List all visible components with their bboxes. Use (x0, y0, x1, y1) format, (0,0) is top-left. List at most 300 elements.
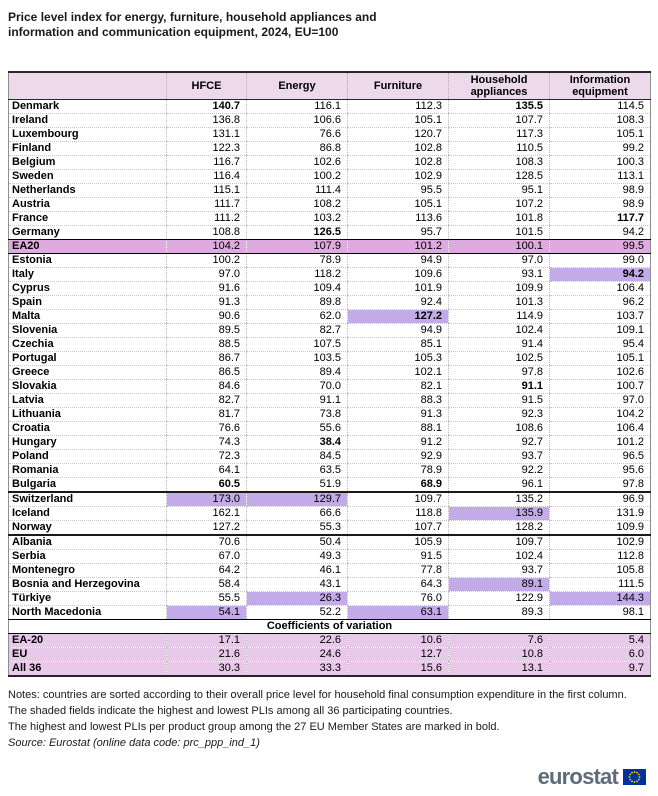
table-body-cov (9, 634, 651, 677)
pli-value-cell: 112.8 (550, 550, 651, 564)
pli-value-cell: 91.1 (247, 394, 348, 408)
table-row (9, 254, 651, 268)
row-label: EA20 (9, 240, 167, 254)
header-information-equipment: Information equipment (550, 72, 651, 100)
pli-value-cell: 91.1 (449, 380, 550, 394)
table-row (9, 268, 651, 282)
pli-value-cell: 99.0 (550, 254, 651, 268)
pli-value-cell: 46.1 (247, 564, 348, 578)
table-row (9, 198, 651, 212)
pli-value-cell: 100.3 (550, 156, 651, 170)
pli-value-cell: 95.4 (550, 338, 651, 352)
pli-value-cell: 108.8 (167, 226, 247, 240)
table-row (9, 535, 651, 550)
table-row (9, 408, 651, 422)
table-row (9, 464, 651, 478)
pli-value-cell: 101.2 (550, 436, 651, 450)
pli-value-cell: 91.5 (348, 550, 449, 564)
pli-value-cell: 97.8 (449, 366, 550, 380)
pli-value-cell: 86.5 (167, 366, 247, 380)
note-line-3: The highest and lowest PLIs per product group among the 27 EU Member States are marked in bold. (8, 721, 500, 733)
pli-value-cell: 131.9 (550, 507, 651, 521)
pli-value-cell: 60.5 (167, 478, 247, 493)
table-row (9, 394, 651, 408)
pli-value-cell: 76.0 (348, 592, 449, 606)
pli-value-cell: 84.6 (167, 380, 247, 394)
pli-value-cell: 91.6 (167, 282, 247, 296)
pli-value-cell: 102.8 (348, 156, 449, 170)
table-row (9, 156, 651, 170)
pli-value-cell: 55.3 (247, 521, 348, 536)
row-label: EU (9, 648, 167, 662)
table-row (9, 478, 651, 493)
pli-value-cell: 109.9 (550, 521, 651, 536)
pli-value-cell: 81.7 (167, 408, 247, 422)
pli-value-cell: 105.1 (550, 128, 651, 142)
pli-value-cell: 89.4 (247, 366, 348, 380)
pli-value-cell: 92.2 (449, 464, 550, 478)
pli-value-cell: 105.8 (550, 564, 651, 578)
table-row (9, 128, 651, 142)
table-row (9, 352, 651, 366)
pli-value-cell: 127.2 (348, 310, 449, 324)
pli-value-cell: 92.9 (348, 450, 449, 464)
row-label: Spain (9, 296, 167, 310)
row-label: Estonia (9, 254, 167, 268)
row-label: Montenegro (9, 564, 167, 578)
pli-value-cell: 13.1 (449, 662, 550, 677)
table-row (9, 240, 651, 254)
table-row (9, 338, 651, 352)
pli-value-cell: 68.9 (348, 478, 449, 493)
pli-value-cell: 135.5 (449, 100, 550, 114)
row-label: Slovakia (9, 380, 167, 394)
pli-value-cell: 100.2 (247, 170, 348, 184)
eurostat-logo (538, 766, 646, 788)
pli-value-cell: 89.5 (167, 324, 247, 338)
pli-value-cell: 96.2 (550, 296, 651, 310)
pli-value-cell: 92.3 (449, 408, 550, 422)
pli-value-cell: 10.8 (449, 648, 550, 662)
pli-value-cell: 38.4 (247, 436, 348, 450)
pli-value-cell: 102.4 (449, 550, 550, 564)
pli-value-cell: 82.7 (167, 394, 247, 408)
pli-value-cell: 105.1 (348, 114, 449, 128)
pli-value-cell: 110.5 (449, 142, 550, 156)
pli-value-cell: 107.2 (449, 198, 550, 212)
figure-title (8, 10, 650, 40)
note-line-1: Notes: countries are sorted according to their overall price level for household final consumption expenditure in the first column. (8, 689, 627, 701)
note-line-2: The shaded fields indicate the highest and lowest PLIs among all 36 participating countries. (8, 705, 453, 717)
table-row (9, 592, 651, 606)
pli-value-cell: 9.7 (550, 662, 651, 677)
pli-value-cell: 72.3 (167, 450, 247, 464)
pli-value-cell: 113.1 (550, 170, 651, 184)
pli-value-cell: 96.9 (550, 492, 651, 507)
table-row (9, 634, 651, 648)
price-level-index-table (8, 71, 651, 677)
pli-value-cell: 118.8 (348, 507, 449, 521)
pli-value-cell: 93.1 (449, 268, 550, 282)
pli-value-cell: 92.4 (348, 296, 449, 310)
pli-value-cell: 93.7 (449, 450, 550, 464)
row-label: France (9, 212, 167, 226)
pli-value-cell: 99.2 (550, 142, 651, 156)
table-row (9, 310, 651, 324)
pli-value-cell: 98.1 (550, 606, 651, 620)
pli-value-cell: 54.1 (167, 606, 247, 620)
row-label: Bosnia and Herzegovina (9, 578, 167, 592)
pli-value-cell: 21.6 (167, 648, 247, 662)
pli-value-cell: 89.1 (449, 578, 550, 592)
pli-value-cell: 94.2 (550, 268, 651, 282)
eurostat-logo-text: eurostat (537, 764, 618, 789)
table-row (9, 226, 651, 240)
pli-value-cell: 105.1 (348, 198, 449, 212)
pli-value-cell: 55.6 (247, 422, 348, 436)
pli-value-cell: 6.0 (550, 648, 651, 662)
table-row (9, 142, 651, 156)
pli-value-cell: 33.3 (247, 662, 348, 677)
pli-value-cell: 88.1 (348, 422, 449, 436)
table-body-countries (9, 100, 651, 620)
pli-value-cell: 51.9 (247, 478, 348, 493)
table-header (9, 72, 651, 100)
pli-value-cell: 15.6 (348, 662, 449, 677)
table-row (9, 324, 651, 338)
pli-value-cell: 173.0 (167, 492, 247, 507)
pli-value-cell: 76.6 (167, 422, 247, 436)
table-row (9, 450, 651, 464)
pli-value-cell: 82.7 (247, 324, 348, 338)
pli-value-cell: 111.4 (247, 184, 348, 198)
pli-value-cell: 108.6 (449, 422, 550, 436)
pli-value-cell: 104.2 (167, 240, 247, 254)
table-row (9, 550, 651, 564)
table-row (9, 114, 651, 128)
pli-value-cell: 140.7 (167, 100, 247, 114)
row-label: North Macedonia (9, 606, 167, 620)
pli-value-cell: 116.4 (167, 170, 247, 184)
pli-value-cell: 89.3 (449, 606, 550, 620)
pli-value-cell: 109.7 (449, 535, 550, 550)
figure-title-line2: information and communication equipment, 2024, EU=100 (8, 25, 339, 39)
pli-value-cell: 98.9 (550, 198, 651, 212)
pli-value-cell: 88.3 (348, 394, 449, 408)
row-label: Finland (9, 142, 167, 156)
table-row (9, 296, 651, 310)
table-row (9, 492, 651, 507)
row-label: Netherlands (9, 184, 167, 198)
pli-value-cell: 102.5 (449, 352, 550, 366)
pli-value-cell: 93.7 (449, 564, 550, 578)
pli-value-cell: 12.7 (348, 648, 449, 662)
table-row (9, 648, 651, 662)
pli-value-cell: 108.3 (449, 156, 550, 170)
pli-value-cell: 102.9 (550, 535, 651, 550)
pli-value-cell: 107.7 (449, 114, 550, 128)
table-row (9, 606, 651, 620)
pli-value-cell: 63.5 (247, 464, 348, 478)
pli-value-cell: 7.6 (449, 634, 550, 648)
row-label: Portugal (9, 352, 167, 366)
pli-value-cell: 102.6 (247, 156, 348, 170)
pli-value-cell: 91.5 (449, 394, 550, 408)
pli-value-cell: 73.8 (247, 408, 348, 422)
header-country-blank (9, 72, 167, 100)
pli-value-cell: 86.7 (167, 352, 247, 366)
pli-value-cell: 30.3 (167, 662, 247, 677)
table-row (9, 380, 651, 394)
pli-value-cell: 97.0 (449, 254, 550, 268)
pli-value-cell: 89.8 (247, 296, 348, 310)
header-hfce: HFCE (167, 72, 247, 100)
pli-value-cell: 70.6 (167, 535, 247, 550)
pli-value-cell: 101.2 (348, 240, 449, 254)
pli-value-cell: 104.2 (550, 408, 651, 422)
pli-value-cell: 109.7 (348, 492, 449, 507)
pli-value-cell: 95.6 (550, 464, 651, 478)
table-row (9, 521, 651, 536)
pli-value-cell: 128.5 (449, 170, 550, 184)
row-label: Austria (9, 198, 167, 212)
pli-value-cell: 114.9 (449, 310, 550, 324)
pli-value-cell: 24.6 (247, 648, 348, 662)
pli-value-cell: 107.9 (247, 240, 348, 254)
table-row (9, 170, 651, 184)
pli-value-cell: 95.1 (449, 184, 550, 198)
row-label: Poland (9, 450, 167, 464)
pli-value-cell: 131.1 (167, 128, 247, 142)
pli-value-cell: 78.9 (247, 254, 348, 268)
pli-value-cell: 118.2 (247, 268, 348, 282)
pli-value-cell: 102.9 (348, 170, 449, 184)
pli-value-cell: 103.5 (247, 352, 348, 366)
pli-value-cell: 99.5 (550, 240, 651, 254)
pli-value-cell: 91.4 (449, 338, 550, 352)
row-label: Malta (9, 310, 167, 324)
row-label: Lithuania (9, 408, 167, 422)
header-row (9, 72, 651, 100)
pli-value-cell: 114.5 (550, 100, 651, 114)
pli-value-cell: 17.1 (167, 634, 247, 648)
pli-value-cell: 107.7 (348, 521, 449, 536)
table-row (9, 436, 651, 450)
pli-value-cell: 129.7 (247, 492, 348, 507)
row-label: Croatia (9, 422, 167, 436)
pli-value-cell: 162.1 (167, 507, 247, 521)
row-label: Bulgaria (9, 478, 167, 493)
row-label: Romania (9, 464, 167, 478)
pli-value-cell: 117.7 (550, 212, 651, 226)
pli-value-cell: 109.4 (247, 282, 348, 296)
pli-value-cell: 95.7 (348, 226, 449, 240)
pli-value-cell: 70.0 (247, 380, 348, 394)
pli-value-cell: 50.4 (247, 535, 348, 550)
row-label: Switzerland (9, 492, 167, 507)
pli-value-cell: 109.9 (449, 282, 550, 296)
pli-value-cell: 92.7 (449, 436, 550, 450)
source-line: Source: Eurostat (online data code: prc_ppp_ind_1) (8, 737, 260, 749)
pli-value-cell: 5.4 (550, 634, 651, 648)
row-label: Greece (9, 366, 167, 380)
pli-value-cell: 97.8 (550, 478, 651, 493)
pli-value-cell: 64.3 (348, 578, 449, 592)
pli-value-cell: 136.8 (167, 114, 247, 128)
table-row (9, 282, 651, 296)
pli-value-cell: 94.9 (348, 254, 449, 268)
pli-value-cell: 109.6 (348, 268, 449, 282)
pli-value-cell: 90.6 (167, 310, 247, 324)
row-label: Serbia (9, 550, 167, 564)
pli-value-cell: 91.3 (348, 408, 449, 422)
pli-value-cell: 96.5 (550, 450, 651, 464)
row-label: Ireland (9, 114, 167, 128)
row-label: All 36 (9, 662, 167, 677)
table-row (9, 422, 651, 436)
pli-value-cell: 97.0 (167, 268, 247, 282)
pli-value-cell: 109.1 (550, 324, 651, 338)
row-label: Hungary (9, 436, 167, 450)
pli-value-cell: 108.3 (550, 114, 651, 128)
pli-value-cell: 26.3 (247, 592, 348, 606)
pli-value-cell: 55.5 (167, 592, 247, 606)
pli-value-cell: 98.9 (550, 184, 651, 198)
pli-value-cell: 101.3 (449, 296, 550, 310)
row-label: Czechia (9, 338, 167, 352)
pli-value-cell: 106.6 (247, 114, 348, 128)
table-row (9, 100, 651, 114)
pli-value-cell: 112.3 (348, 100, 449, 114)
pli-value-cell: 78.9 (348, 464, 449, 478)
pli-value-cell: 91.2 (348, 436, 449, 450)
pli-value-cell: 106.4 (550, 422, 651, 436)
pli-value-cell: 84.5 (247, 450, 348, 464)
pli-value-cell: 94.9 (348, 324, 449, 338)
row-label: Luxembourg (9, 128, 167, 142)
row-label: Slovenia (9, 324, 167, 338)
row-label: Albania (9, 535, 167, 550)
notes-block (8, 687, 650, 751)
pli-value-cell: 101.5 (449, 226, 550, 240)
row-label: Türkiye (9, 592, 167, 606)
pli-value-cell: 77.8 (348, 564, 449, 578)
pli-value-cell: 67.0 (167, 550, 247, 564)
pli-value-cell: 66.6 (247, 507, 348, 521)
pli-value-cell: 52.2 (247, 606, 348, 620)
table-body-cov-header (9, 620, 651, 634)
row-label: Belgium (9, 156, 167, 170)
pli-value-cell: 122.9 (449, 592, 550, 606)
row-label: EA-20 (9, 634, 167, 648)
row-label: Iceland (9, 507, 167, 521)
pli-value-cell: 135.2 (449, 492, 550, 507)
header-furniture: Furniture (348, 72, 449, 100)
pli-value-cell: 101.8 (449, 212, 550, 226)
pli-value-cell: 95.5 (348, 184, 449, 198)
pli-value-cell: 64.1 (167, 464, 247, 478)
cov-section-label: Coefficients of variation (9, 620, 651, 634)
pli-value-cell: 86.8 (247, 142, 348, 156)
pli-value-cell: 43.1 (247, 578, 348, 592)
pli-value-cell: 113.6 (348, 212, 449, 226)
row-label: Norway (9, 521, 167, 536)
pli-value-cell: 49.3 (247, 550, 348, 564)
pli-value-cell: 76.6 (247, 128, 348, 142)
pli-value-cell: 102.4 (449, 324, 550, 338)
pli-value-cell: 103.2 (247, 212, 348, 226)
pli-value-cell: 105.9 (348, 535, 449, 550)
pli-value-cell: 102.6 (550, 366, 651, 380)
pli-value-cell: 97.0 (550, 394, 651, 408)
pli-value-cell: 85.1 (348, 338, 449, 352)
pli-value-cell: 74.3 (167, 436, 247, 450)
pli-value-cell: 94.2 (550, 226, 651, 240)
pli-value-cell: 117.3 (449, 128, 550, 142)
pli-value-cell: 62.0 (247, 310, 348, 324)
pli-value-cell: 88.5 (167, 338, 247, 352)
figure-title-line1: Price level index for energy, furniture, household appliances and (8, 10, 377, 24)
pli-value-cell: 116.1 (247, 100, 348, 114)
pli-value-cell: 111.7 (167, 198, 247, 212)
row-label: Italy (9, 268, 167, 282)
pli-value-cell: 100.1 (449, 240, 550, 254)
pli-value-cell: 82.1 (348, 380, 449, 394)
row-label: Latvia (9, 394, 167, 408)
header-household-appliances: Household appliances (449, 72, 550, 100)
header-energy: Energy (247, 72, 348, 100)
pli-value-cell: 105.1 (550, 352, 651, 366)
cov-section-header-row (9, 620, 651, 634)
pli-value-cell: 128.2 (449, 521, 550, 536)
pli-value-cell: 100.2 (167, 254, 247, 268)
row-label: Denmark (9, 100, 167, 114)
pli-value-cell: 116.7 (167, 156, 247, 170)
table-row (9, 662, 651, 677)
eu-flag-icon (623, 769, 646, 785)
pli-value-cell: 102.1 (348, 366, 449, 380)
pli-value-cell: 58.4 (167, 578, 247, 592)
pli-value-cell: 111.2 (167, 212, 247, 226)
table-row (9, 564, 651, 578)
pli-value-cell: 96.1 (449, 478, 550, 493)
pli-value-cell: 91.3 (167, 296, 247, 310)
pli-value-cell: 105.3 (348, 352, 449, 366)
table-row (9, 578, 651, 592)
pli-value-cell: 22.6 (247, 634, 348, 648)
pli-value-cell: 115.1 (167, 184, 247, 198)
row-label: Sweden (9, 170, 167, 184)
pli-value-cell: 63.1 (348, 606, 449, 620)
pli-value-cell: 122.3 (167, 142, 247, 156)
pli-value-cell: 64.2 (167, 564, 247, 578)
pli-value-cell: 108.2 (247, 198, 348, 212)
row-label: Germany (9, 226, 167, 240)
table-row (9, 212, 651, 226)
pli-value-cell: 10.6 (348, 634, 449, 648)
pli-value-cell: 101.9 (348, 282, 449, 296)
pli-value-cell: 102.8 (348, 142, 449, 156)
pli-value-cell: 120.7 (348, 128, 449, 142)
pli-value-cell: 111.5 (550, 578, 651, 592)
table-row (9, 184, 651, 198)
pli-value-cell: 106.4 (550, 282, 651, 296)
table-row (9, 507, 651, 521)
table-row (9, 366, 651, 380)
pli-value-cell: 107.5 (247, 338, 348, 352)
pli-value-cell: 135.9 (449, 507, 550, 521)
pli-value-cell: 103.7 (550, 310, 651, 324)
